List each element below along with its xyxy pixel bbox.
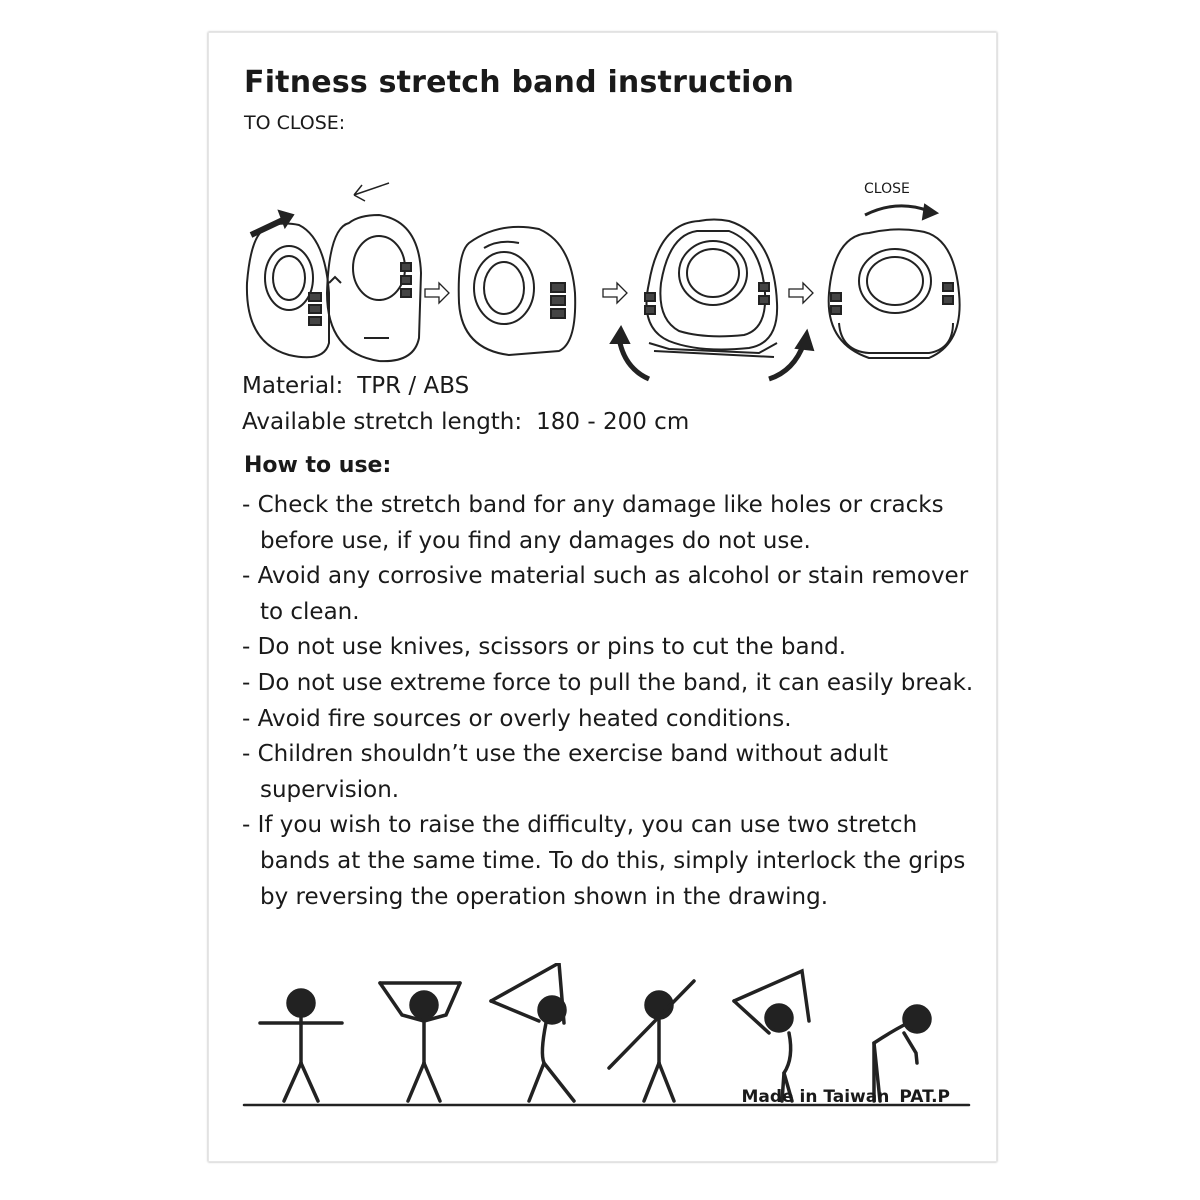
slide-arrow-icon (354, 183, 389, 201)
material-value: TPR / ABS (357, 373, 470, 399)
page-title: Fitness stretch band instruction (244, 65, 795, 100)
grip-half-right-illustration (327, 215, 421, 361)
usage-rule: - Check the stretch band for any damage like holes or cracks before use, if you find any damages do not use. (242, 492, 944, 554)
instruction-sheet (208, 32, 997, 1162)
grip-half-left-illustration (247, 224, 329, 358)
usage-rule: - Children shouldn’t use the exercise band without adult supervision. (242, 741, 888, 803)
closed-grip-illustration (829, 229, 960, 358)
close-label: CLOSE (864, 181, 910, 197)
footer (741, 1087, 950, 1107)
step-arrow-icon (789, 283, 813, 303)
exercise-figure-icon (380, 983, 460, 1101)
close-heading: TO CLOSE: (244, 112, 346, 134)
usage-rules-list (242, 488, 977, 915)
rotate-arrow-left-icon (619, 338, 649, 379)
exercise-figure-icon (734, 971, 809, 1101)
exercise-figure-icon (260, 990, 342, 1101)
exercise-figure-icon (609, 981, 694, 1101)
usage-rule: - If you wish to raise the difficulty, you can use two stretch bands at the same time. To do this, simply interlock the grips by reversing the operation shown in the drawing. (242, 812, 966, 910)
exercise-figure-icon (491, 963, 574, 1101)
material-label: Material: (242, 373, 344, 399)
origin-text: Made in Taiwan (741, 1087, 890, 1107)
usage-rule: - Do not use knives, scissors or pins to cut the band. (242, 634, 847, 661)
usage-rule: - Avoid any corrosive material such as alcohol or stain remover to clean. (242, 563, 969, 625)
patent-text: PAT.P (899, 1087, 950, 1107)
close-steps-diagram (229, 143, 969, 383)
close-arrow-icon (865, 206, 929, 215)
length-value: 180 - 200 cm (536, 409, 690, 435)
how-to-use-heading: How to use: (244, 453, 392, 478)
length-row (242, 409, 689, 435)
twist-grip-illustration (645, 220, 777, 358)
usage-rule: - Do not use extreme force to pull the band, it can easily break. (242, 669, 974, 696)
grips-joined-illustration (459, 227, 575, 355)
usage-rule: - Avoid fire sources or overly heated conditions. (242, 705, 792, 732)
length-label: Available stretch length: (242, 409, 523, 435)
step-arrow-icon (603, 283, 627, 303)
step-arrow-icon (425, 283, 449, 303)
material-row (242, 373, 469, 399)
